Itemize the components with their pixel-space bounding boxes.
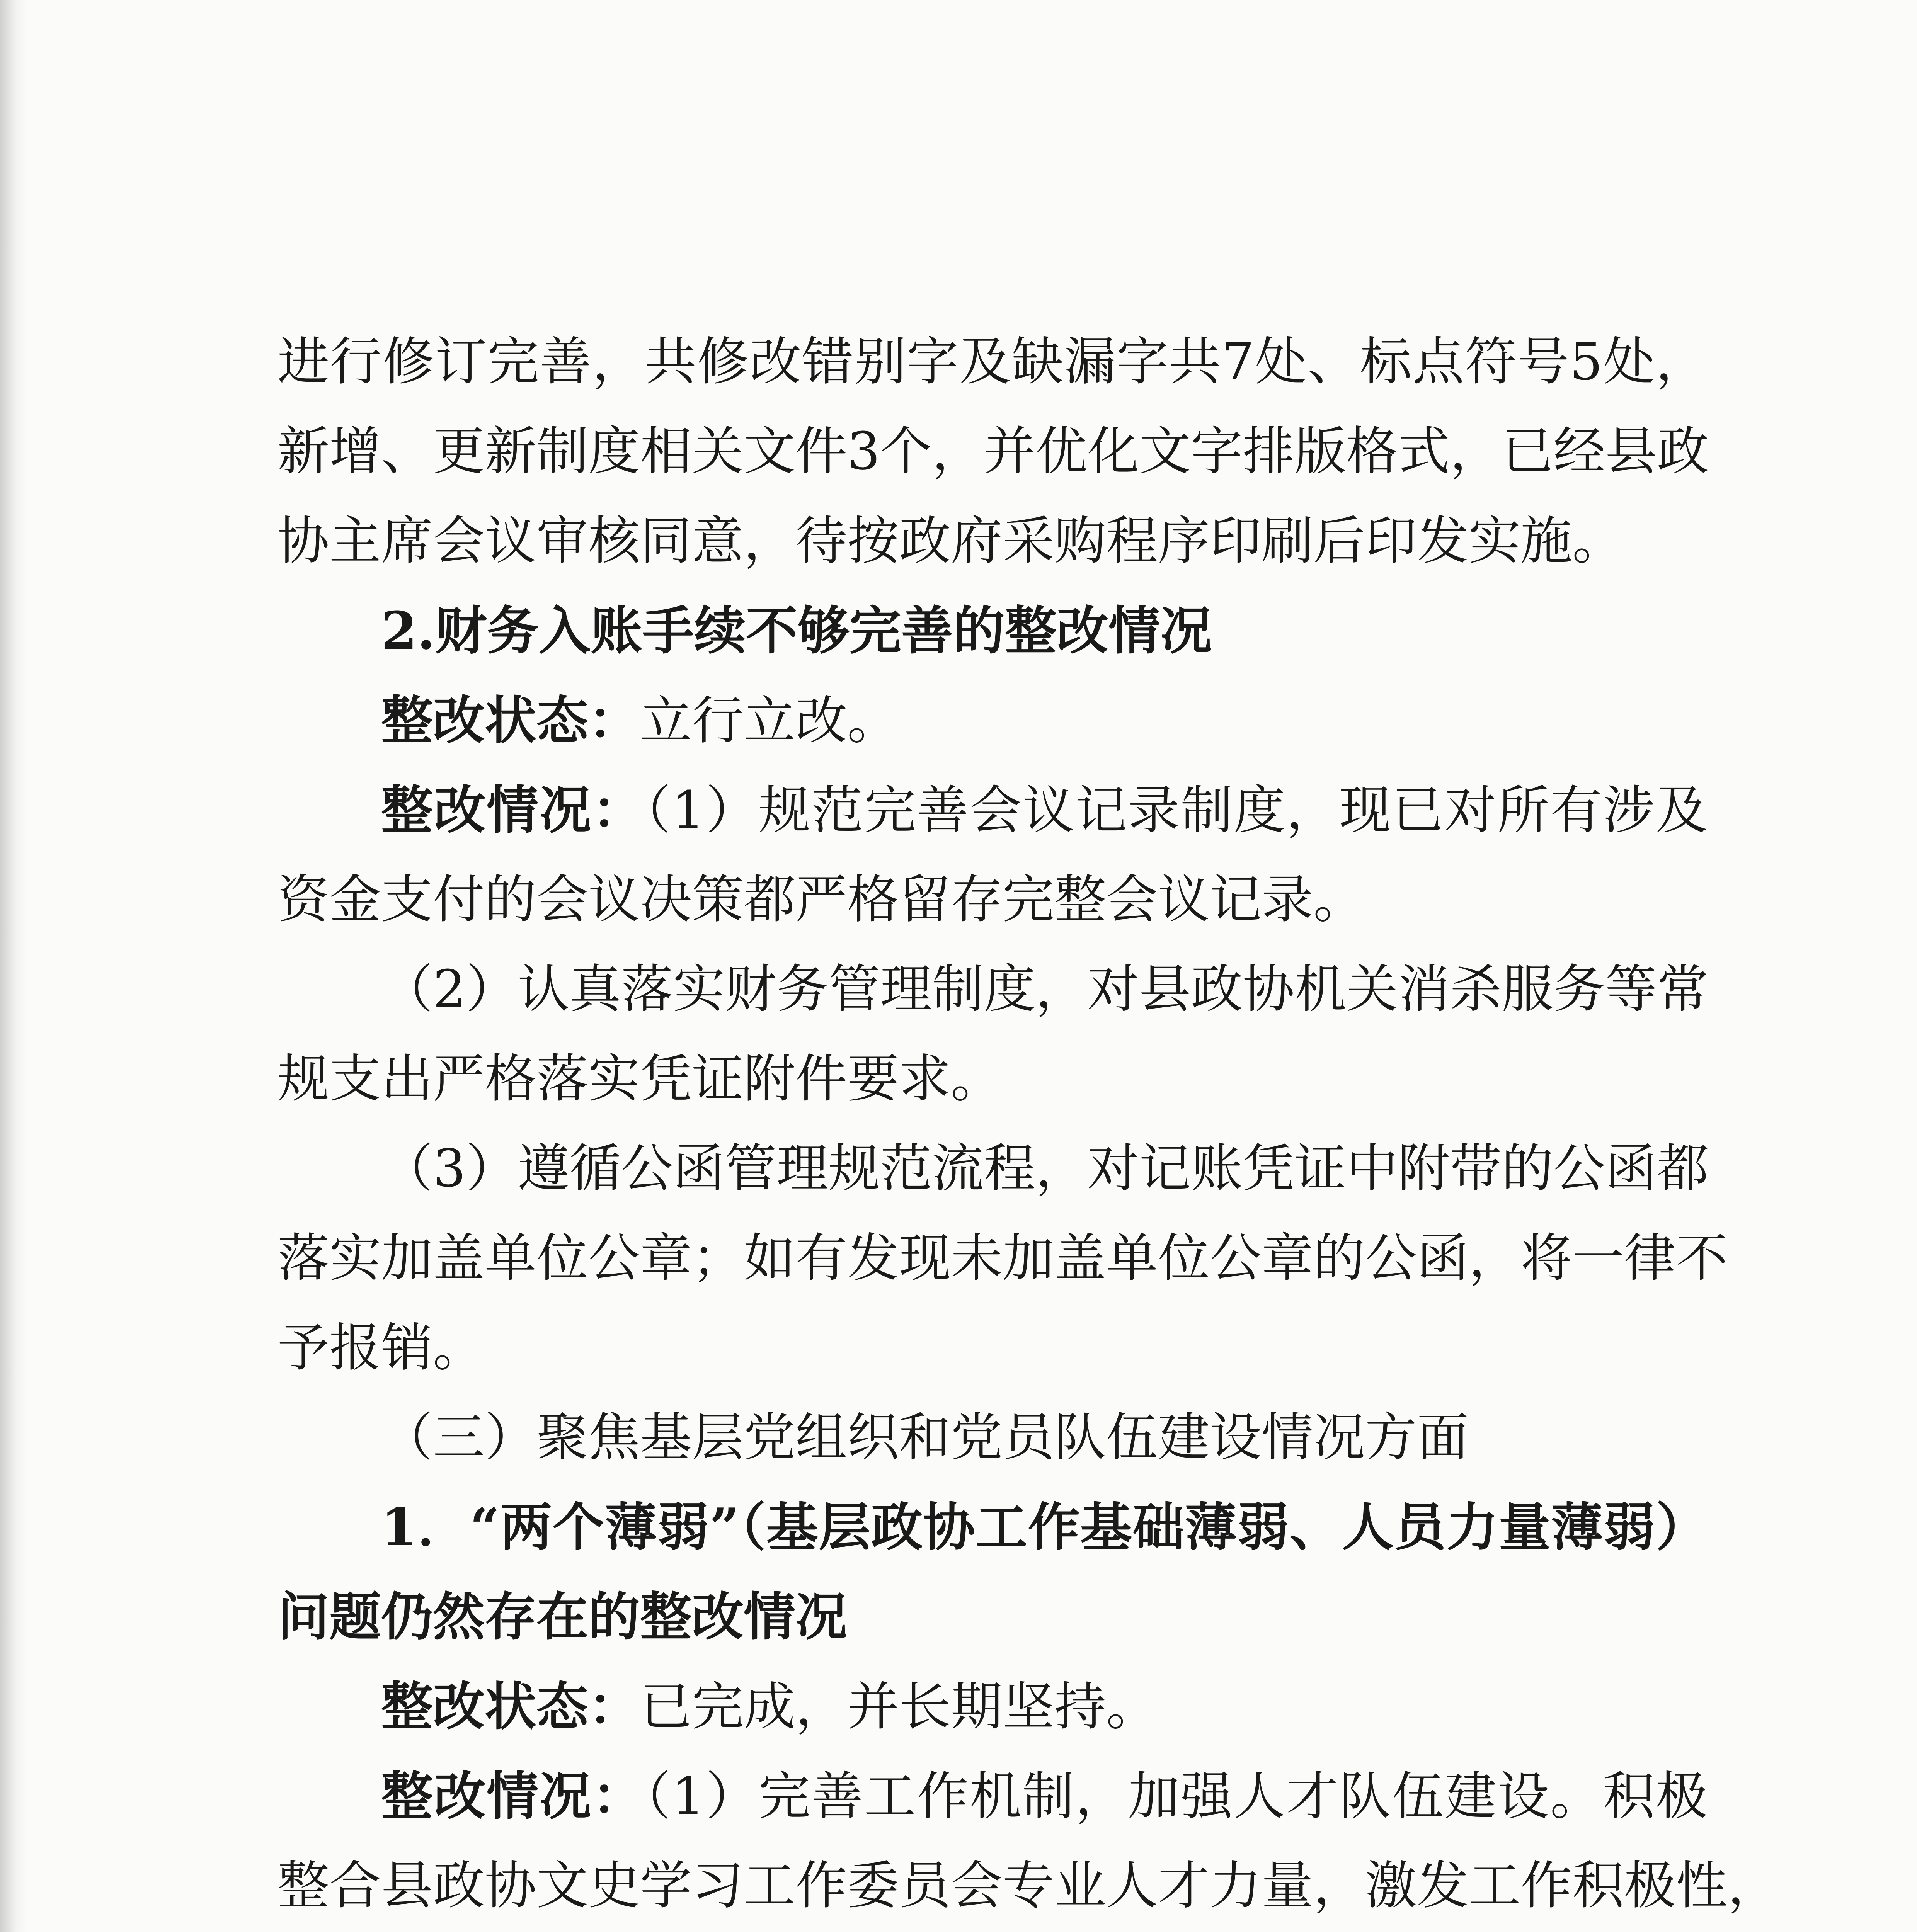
situation-line	[278, 1751, 1708, 1841]
status-line	[278, 675, 1708, 765]
scan-edge-shadow	[0, 0, 27, 1932]
subheading-financial: 2.财务入账手续不够完善的整改情况	[381, 600, 1212, 661]
paragraph-line: 整合县政协文史学习工作委员会专业人才力量，激发工作积极性，	[278, 1855, 1780, 1916]
situation-text: （1）规范完善会议记录制度，现已对所有涉及	[645, 780, 1708, 840]
paragraph-line: （3）遵循公函管理规范流程，对记账凭证中附带的公函都	[381, 1138, 1709, 1199]
section-heading: （三）聚焦基层党组织和党员队伍建设情况方面	[381, 1407, 1469, 1468]
situation-text: （1）完善工作机制，加强人才队伍建设。积极	[645, 1766, 1708, 1827]
status-value: 立行立改。	[640, 690, 899, 751]
paragraph-line: 协主席会议审核同意，待按政府采购程序印刷后印发实施。	[278, 511, 1624, 571]
status-label: 整改状态：	[381, 690, 640, 751]
status-line	[278, 1662, 1708, 1751]
paragraph-line: 落实加盖单位公章；如有发现未加盖单位公章的公函，将一律不	[278, 1228, 1728, 1288]
paragraph-line: 规支出严格落实凭证附件要求。	[278, 1049, 1003, 1109]
status-label: 整改状态：	[381, 1676, 640, 1737]
situation-line	[278, 765, 1708, 855]
paragraph-line: 资金支付的会议决策都严格留存完整会议记录。	[278, 869, 1365, 930]
status-value: 已完成，并长期坚持。	[640, 1677, 1158, 1737]
paragraph-line: （2）认真落实财务管理制度，对县政协机关消杀服务等常	[381, 959, 1709, 1019]
document-body	[278, 317, 1780, 1932]
situation-label: 整改情况：	[381, 1765, 645, 1827]
subheading-two-weak: 1．“两个薄弱”（基层政协工作基础薄弱、人员力量薄弱）	[381, 1497, 1708, 1558]
paragraph-line	[278, 1930, 1708, 1932]
situation-label: 整改情况：	[381, 779, 645, 840]
paragraph-line: 予报销。	[278, 1318, 485, 1378]
paragraph-line: 新增、更新制度相关文件3个，并优化文字排版格式，已经县政	[278, 421, 1709, 481]
subheading-two-weak-cont: 问题仍然存在的整改情况	[278, 1586, 848, 1647]
paragraph-line: 进行修订完善，共修改错别字及缺漏字共7处、标点符号5处，	[278, 332, 1708, 392]
